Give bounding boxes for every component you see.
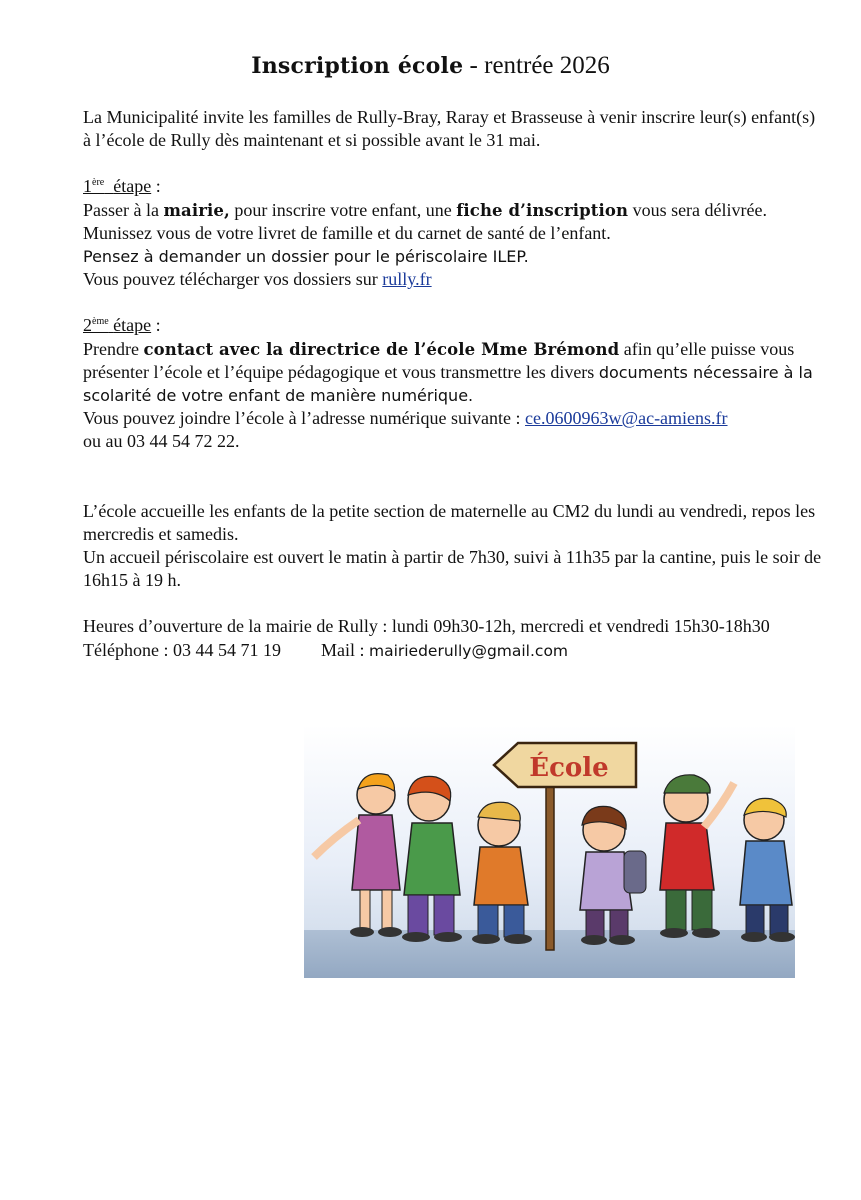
rully-link[interactable]: rully.fr — [382, 269, 432, 290]
title-bold: Inscription école — [251, 53, 464, 79]
school-email-link[interactable]: ce.0600963w@ac-amiens.fr — [525, 408, 728, 429]
step1-download-text: Vous pouvez télécharger vos dossiers sur — [83, 269, 383, 290]
step2-text-c: documents nécessaire à la scolarité de votre enfant de manière numérique. — [83, 362, 813, 406]
contact-emphasis: contact avec la directrice de l’école Mme Brémond — [143, 339, 620, 359]
step1-text-b: pour inscrire votre enfant, une — [229, 199, 457, 220]
mairie-mail-label: Mail : — [320, 639, 369, 660]
step2-email-text: Vous pouvez joindre l’école à l’adresse numérique suivante : — [83, 408, 526, 429]
mairie-emphasis: mairie, — [163, 200, 230, 220]
fiche-emphasis: fiche d’inscription — [456, 200, 629, 220]
step1-number: 1 — [83, 176, 92, 197]
step1-heading — [83, 175, 823, 198]
mairie-mail-value: mairiederully@gmail.com — [368, 641, 569, 660]
school-info-p2: Un accueil périscolaire est ouvert le matin à partir de 7h30, suivi à 11h35 par la cantine, puis le soir de 16h15 à 19 h. — [83, 547, 822, 591]
step2-number: 2 — [83, 315, 92, 336]
step2-line3: ou au 03 44 54 72 22. — [83, 431, 240, 452]
step2-heading — [83, 314, 823, 337]
step1-text-a: Passer à la — [83, 199, 164, 220]
step2-text-b: afin qu’elle puisse vous présenter l’école et l’équipe pédagogique et vous transmettre les divers — [83, 338, 795, 382]
title-rest: - rentrée 2026 — [463, 52, 610, 79]
school-illustration — [304, 725, 795, 978]
sign-label: École — [529, 753, 609, 783]
step1-sup: ère — [92, 177, 105, 189]
step1-label: étape — [113, 176, 152, 197]
mairie-contact — [83, 639, 823, 663]
step2-colon: : — [151, 315, 161, 336]
mairie-phone: Téléphone : 03 44 54 71 19 — [83, 639, 281, 660]
step2-line2 — [83, 407, 823, 430]
step1-text-c: vous sera délivrée. Munissez vous de votre livret de famille et du carnet de santé de l’enfant. — [83, 199, 768, 243]
mairie-hours: Heures d’ouverture de la mairie de Rully : lundi 09h30-12h, mercredi et vendredi 15h30-18h30 — [83, 616, 770, 637]
step1-line3 — [83, 268, 823, 291]
step1-colon: : — [151, 176, 161, 197]
school-info-p1: L’école accueille les enfants de la petite section de maternelle au CM2 du lundi au vendredi, repos les mercredis et samedis. — [83, 500, 816, 544]
step2-label: étape — [113, 315, 152, 336]
step1-line2: Pensez à demander un dossier pour le périscolaire ILEP. — [83, 247, 529, 267]
document-body — [83, 106, 823, 663]
step2-text-a: Prendre — [83, 338, 144, 359]
step2-line1 — [83, 338, 823, 408]
step1-line1 — [83, 199, 823, 245]
step2-sup: ème — [92, 316, 109, 328]
page-title — [0, 50, 861, 82]
intro-paragraph: La Municipalité invite les familles de Rully-Bray, Raray et Brasseuse à venir inscrire leur(s) enfant(s) à l’école de Rully dès maintenant et si possible avant le 31 mai. — [83, 107, 816, 151]
